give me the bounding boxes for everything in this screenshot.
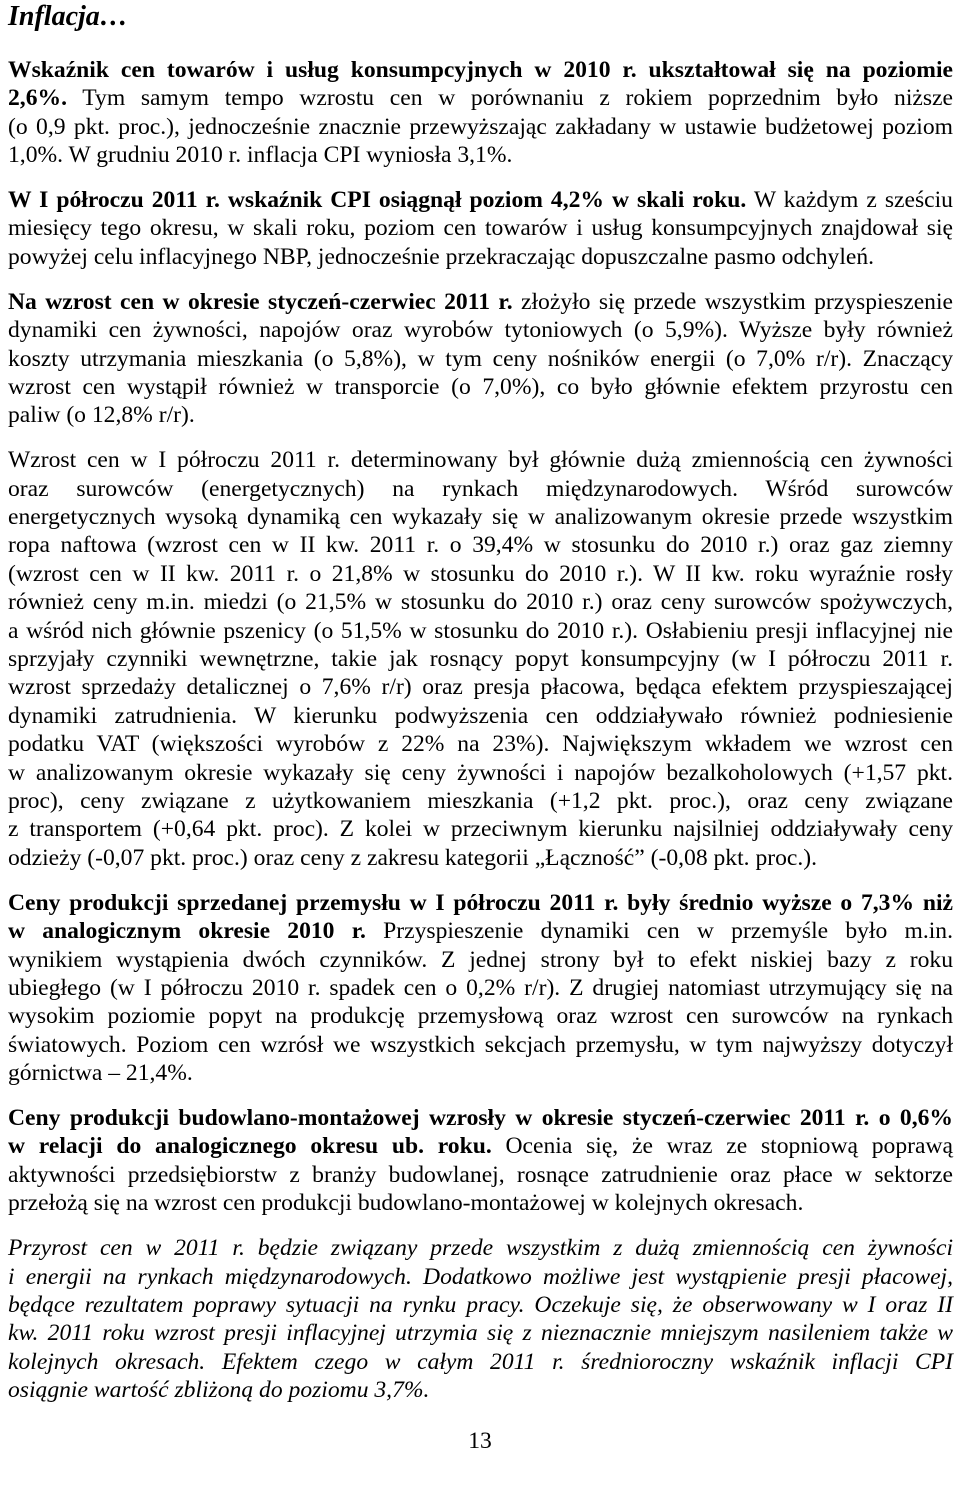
text-line [8,1291,953,1319]
bold-text-run: Na wzrost cen w okresie styczeń-czerwiec 2011 r. [8,288,513,315]
text-run: a wśród nich głównie pszenicy (o 51,5% w stosunku do 2010 r.). Osłabieniu presji inflacyjnej nie [8,617,953,644]
text-line [8,503,953,531]
text-line [8,673,953,701]
text-line [8,288,953,316]
text-run: odzieży (-0,07 pkt. proc.) oraz ceny z zakresu kategorii „Łączność” (-0,08 pkt. proc.). [8,844,818,871]
text-run: w analizowanym okresie wykazały się ceny żywności i napojów bezalkoholowych (+1,57 pkt. [8,759,953,786]
paragraph [8,186,953,271]
bold-text-run: 2,6%. [8,85,67,112]
text-line [8,373,953,401]
text-run: (wzrost cen w II kw. 2011 r. o 21,8% w stosunku do 2010 r.). W II kw. roku wyraźnie rosły [8,560,953,587]
text-run: dynamiki cen żywności, napojów oraz wyrobów tytoniowych (o 5,9%). Wyższe były również [8,317,953,344]
text-run: Tym samym tempo wzrostu cen w porównaniu z rokiem poprzednim było niższe [66,85,953,112]
text-run: również ceny m.in. miedzi (o 21,5% w stosunku do 2010 r.) oraz ceny surowców spożywczych, [8,589,953,616]
text-run: energetycznych wysoką dynamiką cen wykazały się w analizowanym okresie przede wszystkim [8,504,953,531]
document-body [8,56,953,1405]
text-run: sprzyjały czynniki wewnętrzne, takie jak rosnący popyt konsumpcyjny (w I półroczu 2011 r. [8,646,953,672]
text-line [8,141,953,169]
text-run: Przyspieszenie dynamiki cen w przemyśle było m.in. [365,918,954,945]
text-line [8,1002,953,1030]
bold-text-run: w analogicznym okresie 2010 r. [8,918,366,945]
text-run: podatku VAT (większości wyrobów z 22% na 23%). Największym wkładem we wzrost cen [8,731,953,758]
text-run: światowych. Poziom cen wzrósł we wszystkich sekcjach przemysłu, w tym najwyższy dotyczył [8,1031,953,1058]
text-line [8,56,953,84]
text-line [8,446,953,474]
text-line [8,186,953,214]
section-title: Inflacja… [8,1,128,32]
text-line [8,113,953,141]
text-run: dynamiki zatrudnienia. W kierunku podwyższenia cen oddziaływało również podniesienie [8,702,953,729]
text-run: osiągnie wartość zbliżoną do poziomu 3,7%. [8,1377,430,1404]
paragraph [8,889,953,1088]
text-run: proc), ceny związane z użytkowaniem mieszkania (+1,2 pkt. proc.), oraz ceny związane [8,787,953,814]
text-run: W każdym z sześciu [746,186,953,213]
text-line [8,84,953,112]
paragraph [8,1104,953,1218]
text-line [8,1348,953,1376]
text-line [8,974,953,1002]
bold-text-run: w relacji do analogicznego okresu ub. roku. [8,1133,492,1160]
text-run: aktywności przedsiębiorstw z branży budowlanej, rosnące zatrudnienie oraz płace w sektorze [8,1161,953,1188]
text-run: Wzrost cen w I półroczu 2011 r. determinowany był głównie dużą zmiennością cen żywności [8,447,953,474]
text-line [8,1161,953,1189]
text-line [8,730,953,758]
text-line [8,243,953,271]
text-run: wysokim poziomie popyt na produkcję przemysłową oraz wzrost cen surowców na rynkach [8,1003,953,1030]
text-line [8,702,953,730]
page-number: 13 [468,1428,492,1454]
text-run: złożyło się przede wszystkim przyspieszenie [512,288,953,315]
text-run: i energii na rynkach międzynarodowych. Dodatkowo możliwe jest wystąpienie presji płacowej, [8,1263,953,1290]
text-line [8,1031,953,1059]
text-run: Przyrost cen w 2011 r. będzie związany przede wszystkim z dużą zmiennością cen żywności [8,1235,953,1262]
text-run: powyżej celu inflacyjnego NBP, jednocześnie przekraczając dopuszczalne pasmo odchyleń. [8,243,875,270]
paragraph [8,1234,953,1404]
text-line [8,475,953,503]
text-run: kw. 2011 roku wzrost presji inflacyjnej utrzymia się z nieznacznie mniejszym nasileniem także w [8,1320,953,1347]
text-line [8,645,953,673]
text-run: koszty utrzymania mieszkania (o 5,8%), w tym ceny nośników energii (o 7,0% r/r). Znaczący [8,345,953,372]
bold-text-run: Ceny produkcji budowlano-montażowej wzrosły w okresie styczeń-czerwiec 2011 r. o 0,6% [8,1105,953,1132]
text-line [8,588,953,616]
text-line [8,345,953,373]
paragraph [8,56,953,170]
text-run: przełożą się na wzrost cen produkcji budowlano-montażowej w kolejnych okresach. [8,1190,804,1217]
text-line [8,1376,953,1404]
text-line [8,1132,953,1160]
bold-text-run: Ceny produkcji sprzedanej przemysłu w I półroczu 2011 r. były średnio wyższe o 7,3% niż [8,889,953,916]
text-line [8,844,953,872]
text-run: (o 0,9 pkt. proc.), jednocześnie znacznie przewyższając zakładany w ustawie budżetowej poziom [8,113,953,140]
text-run: wzrost sprzedaży detalicznej o 7,6% r/r) oraz presja płacowa, będąca efektem przyspieszającej [8,674,953,701]
text-line [8,787,953,815]
text-line [8,316,953,344]
text-line [8,401,953,429]
text-line [8,617,953,645]
paragraph [8,288,953,430]
text-run: Ocenia się, że wraz ze stopniową poprawą [491,1133,953,1160]
text-run: ubiegłego (w I półroczu 2010 r. spadek cen o 0,2% r/r). Z drugiej natomiast utrzymujący się na [8,974,953,1001]
text-line [8,1319,953,1347]
text-run: paliw (o 12,8% r/r). [8,402,195,429]
text-line [8,917,953,945]
text-run: z transportem (+0,64 pkt. proc). Z kolei w przeciwnym kierunku najsilniej oddziaływały ceny [8,816,953,843]
text-run: kolejnych okresach. Efektem czego w całym 2011 r. średnioroczny wskaźnik inflacji CPI [8,1348,953,1375]
bold-text-run: Wskaźnik cen towarów i usług konsumpcyjnych w 2010 r. ukształtował się na poziomie [8,56,953,83]
text-line [8,946,953,974]
bold-text-run: W I półroczu 2011 r. wskaźnik CPI osiągnął poziom 4,2% w skali roku. [8,186,747,213]
text-run: 1,0%. W grudniu 2010 r. inflacja CPI wyniosła 3,1%. [8,141,513,168]
text-line [8,889,953,917]
paragraph [8,446,953,872]
text-line [8,214,953,242]
text-run: górnictwa – 21,4%. [8,1060,193,1087]
text-run: będące rezultatem poprawy sytuacji na rynku pracy. Oczekuje się, że obserwowany w I oraz II [8,1291,953,1318]
text-run: miesięcy tego okresu, w skali roku, poziom cen towarów i usług konsumpcyjnych znajdował się [8,215,953,242]
text-run: oraz surowców (energetycznych) na rynkach międzynarodowych. Wśród surowców [8,475,953,502]
text-run: ropa naftowa (wzrost cen w II kw. 2011 r. o 39,4% w stosunku do 2010 r.) oraz gaz ziemny [8,532,953,559]
text-line [8,1189,953,1217]
text-run: wynikiem wystąpienia dwóch czynników. Z jednej strony był to efekt niskiej bazy z roku [8,946,953,973]
text-line [8,759,953,787]
text-line [8,815,953,843]
text-run: wzrost cen wystąpił również w transporcie (o 7,0%), co było głównie efektem przyrostu cen [8,373,953,400]
text-line [8,1263,953,1291]
text-line [8,1234,953,1262]
text-line [8,1059,953,1087]
text-line [8,560,953,588]
text-line [8,1104,953,1132]
text-line [8,531,953,559]
